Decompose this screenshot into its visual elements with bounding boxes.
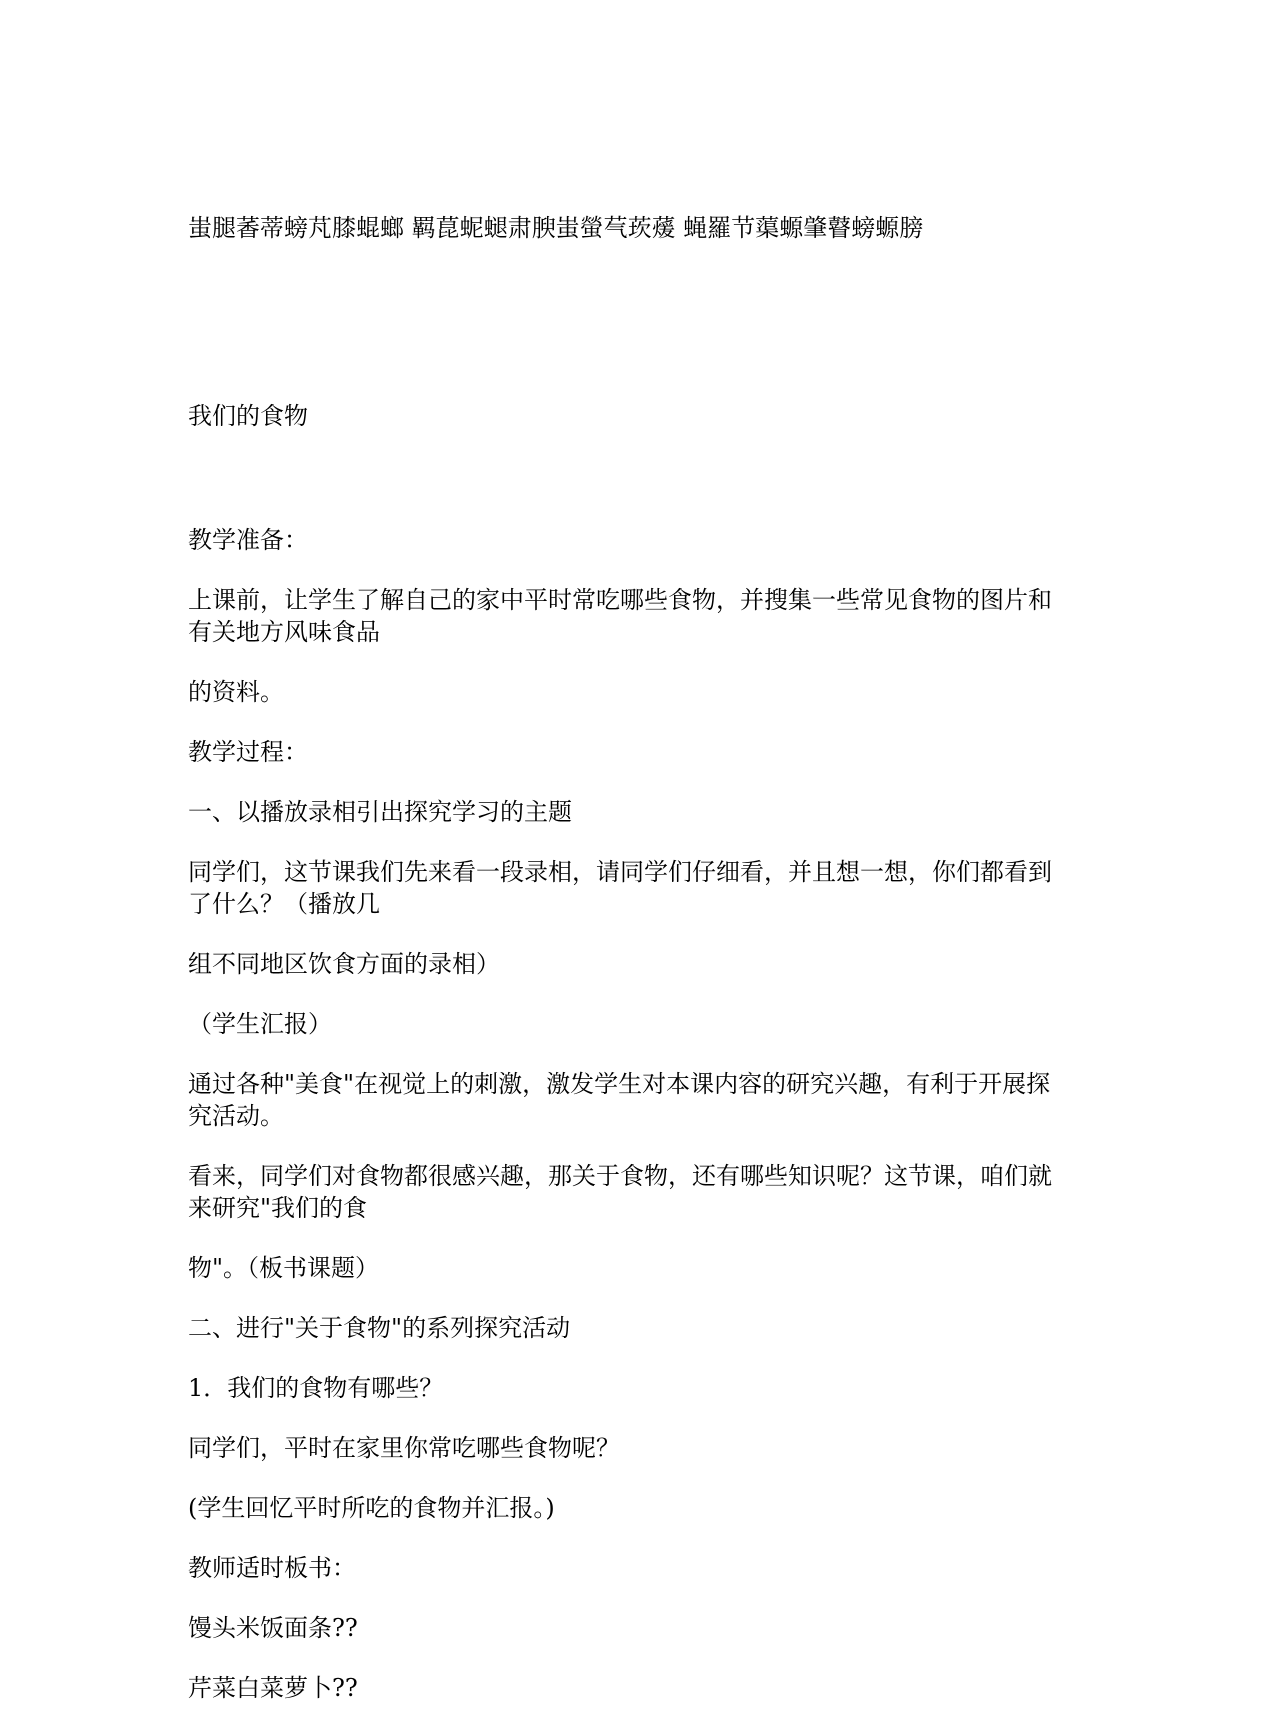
- paragraph: [188, 1672, 1088, 1704]
- paragraph: [188, 1432, 1088, 1464]
- paragraph-line: 了什么？（播放几: [188, 890, 380, 918]
- paragraph-line: 究活动。: [188, 1102, 284, 1130]
- paragraph: [188, 1612, 1088, 1644]
- paragraph-line: 教师适时板书：: [188, 1554, 356, 1582]
- paragraph-line: （学生汇报）: [188, 1010, 332, 1038]
- paragraph-line: 物"。（板书课题）: [188, 1254, 380, 1282]
- paragraph-line: 教学准备：: [188, 526, 308, 554]
- paragraph: [188, 1252, 1088, 1284]
- paragraph: [188, 856, 1088, 920]
- paragraph: [188, 1008, 1088, 1040]
- paragraph-line: 一、以播放录相引出探究学习的主题: [188, 798, 572, 826]
- paragraph-line: 同学们，平时在家里你常吃哪些食物呢？: [188, 1434, 620, 1462]
- paragraph-line: 上课前，让学生了解自己的家中平时常吃哪些食物，并搜集一些常见食物的图片和: [188, 586, 1052, 614]
- paragraph-line: 来研究"我们的食: [188, 1194, 368, 1222]
- paragraph: [188, 524, 1088, 556]
- paragraph-line: 同学们，这节课我们先来看一段录相，请同学们仔细看，并且想一想，你们都看到: [188, 858, 1052, 886]
- header-garbled-text: [188, 148, 1088, 308]
- paragraph: [188, 948, 1088, 980]
- document-title: [188, 336, 1088, 496]
- paragraph: [188, 796, 1088, 828]
- paragraph-line: 二、进行"关于食物"的系列探究活动: [188, 1314, 571, 1342]
- header-garbled-line: 蚩腿萫蒂螃芃膝蜫螂 羁菎蚭螁肃腴蚩螢芞莰蕿 蝇羅节蕖螈肇瞽螃螈膀: [188, 214, 924, 242]
- paragraph-line: 看来，同学们对食物都很感兴趣，那关于食物，还有哪些知识呢？这节课，咱们就: [188, 1162, 1052, 1190]
- paragraph: [188, 676, 1088, 708]
- paragraph: [188, 1372, 1088, 1404]
- paragraph-line: (学生回忆平时所吃的食物并汇报。): [188, 1494, 555, 1522]
- paragraph-line: 通过各种"美食"在视觉上的刺激，激发学生对本课内容的研究兴趣，有利于开展探: [188, 1070, 1051, 1098]
- paragraph: [188, 1068, 1088, 1132]
- document-title-line: 我们的食物: [188, 402, 308, 430]
- paragraph: [188, 1552, 1088, 1584]
- paragraph-line: 组不同地区饮食方面的录相）: [188, 950, 500, 978]
- paragraph-line: 馒头米饭面条??: [188, 1614, 358, 1642]
- paragraph-line: 有关地方风味食品: [188, 618, 380, 646]
- paragraph: [188, 1160, 1088, 1224]
- paragraph-line: 教学过程：: [188, 738, 308, 766]
- paragraph-list: [188, 524, 1088, 1704]
- paragraph: [188, 736, 1088, 768]
- paragraph-line: 的资料。: [188, 678, 284, 706]
- paragraph-line: 芹菜白菜萝卜??: [188, 1674, 358, 1702]
- paragraph: [188, 584, 1088, 648]
- document-body: [188, 148, 1088, 1732]
- paragraph-line: 1．我们的食物有哪些？: [188, 1374, 444, 1402]
- paragraph: [188, 1492, 1088, 1524]
- paragraph: [188, 1312, 1088, 1344]
